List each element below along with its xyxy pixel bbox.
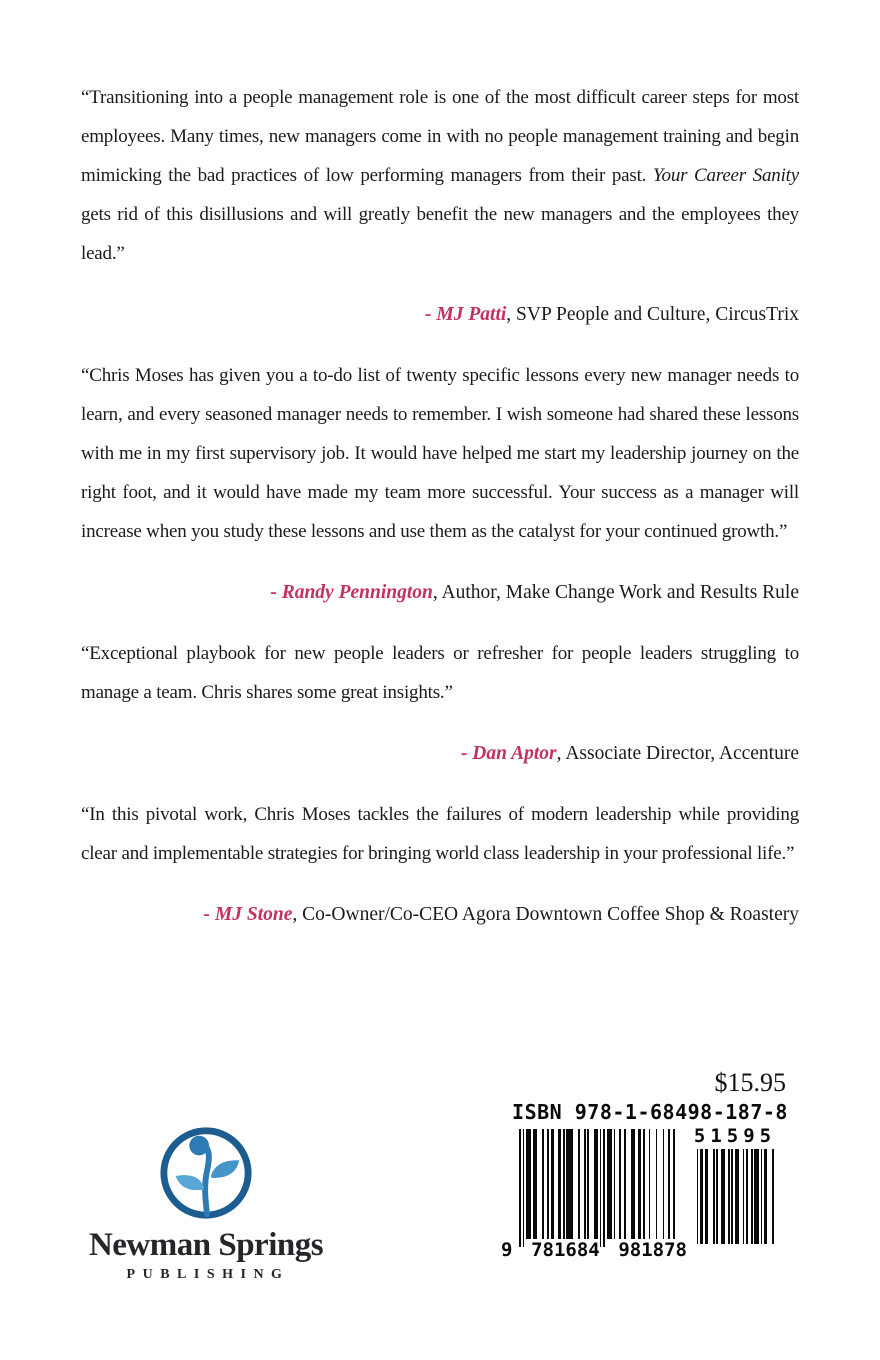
publisher-subtitle: PUBLISHING [126, 1266, 290, 1282]
quote-text: “Chris Moses has given you a to-do list of twenty specific lessons every new manager needs to learn, and every seasoned manager needs to remember. I wish someone had shared these lessons with me in my first supervisory job. It would have helped me start my leadership journey on the right foot, and it would have made my team more successful. Your success as a manager will increase when you study these lessons and use them as the catalyst for your continued growth.” [81, 365, 799, 542]
ean13-digit-group: 781684 [531, 1239, 600, 1261]
ean13-digit-group: 9 [501, 1239, 513, 1261]
ean13-human-readable [501, 1239, 687, 1261]
attribution-role: , Co-Owner/Co-CEO Agora Downtown Coffee Shop & Roastery [292, 904, 799, 925]
attribution-role: , SVP People and Culture, CircusTrix [506, 304, 799, 325]
attribution-line [81, 573, 799, 612]
endorsement-quotes [81, 78, 799, 956]
ean5-human-readable: 51595 [693, 1125, 777, 1147]
attribution-role: , Author, Make Change Work and Results Rule [432, 582, 799, 603]
publisher-name: Newman Springs [88, 1227, 324, 1263]
ean5-supplement-barcode [695, 1149, 774, 1244]
barcode-bars-row [488, 1127, 812, 1261]
quote-text: gets rid of this disillusions and will greatly benefit the new managers and the employees they lead.” [81, 204, 799, 264]
quote-paragraph [81, 356, 799, 551]
attribution-name: - Randy Pennington [270, 582, 433, 603]
ean13-barcode [519, 1129, 680, 1247]
attribution-name: - MJ Patti [425, 304, 507, 325]
quote-paragraph [81, 795, 799, 873]
book-title: Your Career Sanity [652, 165, 799, 186]
attribution-line [81, 295, 799, 334]
quote-text: “Exceptional playbook for new people leaders or refresher for people leaders struggling to manage a team. Chris shares some great insights.” [81, 643, 799, 703]
attribution-name: - Dan Aptor [460, 743, 557, 764]
quote-paragraph [81, 78, 799, 273]
attribution-line [81, 895, 799, 934]
attribution-role: , Associate Director, Accenture [556, 743, 799, 764]
isbn-barcode-block [488, 1068, 812, 1261]
isbn-label: ISBN 978-1-68498-187-8 [512, 1100, 788, 1124]
quote-text: “Transitioning into a people management role is one of the most difficult career steps for most employees. Many times, new managers come in with no people management training and begin mimicking the bad practices of low performing managers from their past. [81, 87, 799, 186]
quote-text: “In this pivotal work, Chris Moses tackles the failures of modern leadership while providing clear and implementable strategies for bringing world class leadership in your professional life.” [81, 804, 799, 864]
attribution-line [81, 734, 799, 773]
ean13-digit-group: 981878 [618, 1239, 687, 1261]
publisher-logo [88, 1124, 324, 1283]
quote-paragraph [81, 634, 799, 712]
price-label: $15.95 [714, 1068, 786, 1097]
attribution-name: - MJ Stone [203, 904, 293, 925]
sprout-in-circle-icon [88, 1124, 324, 1222]
